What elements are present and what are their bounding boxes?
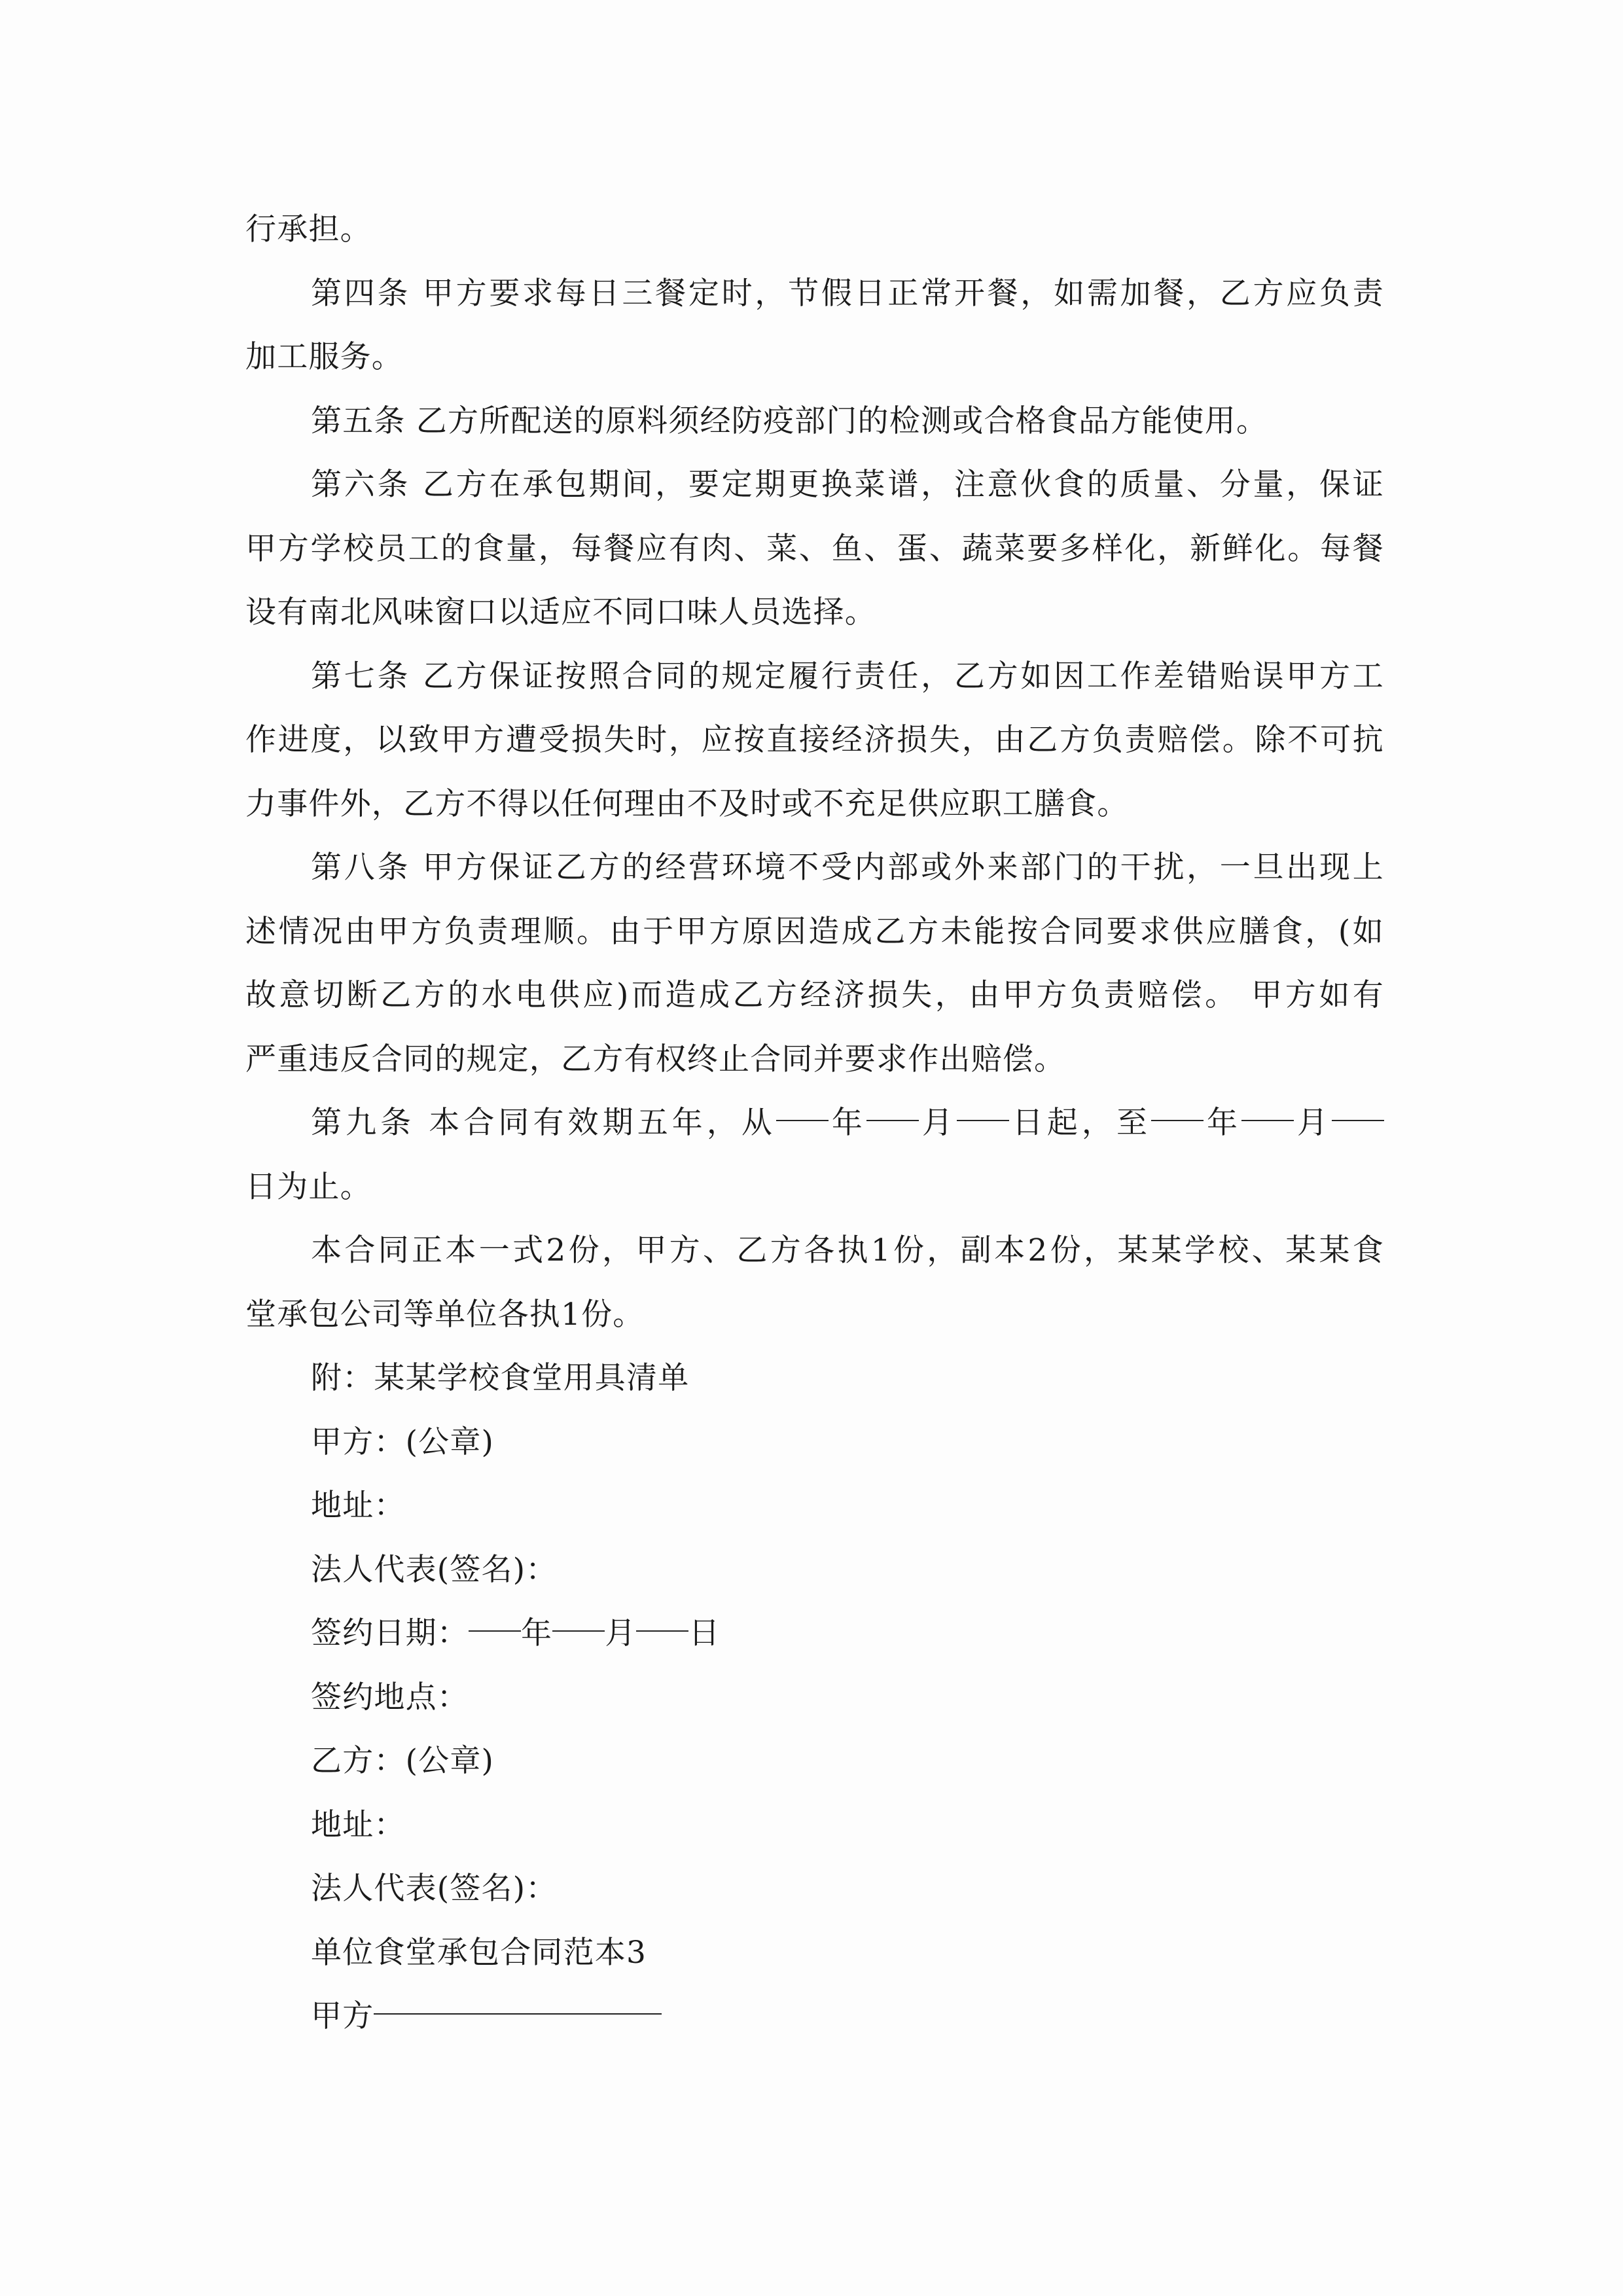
text-line	[245, 1410, 1384, 1475]
text-line	[245, 1155, 1384, 1219]
paragraph	[245, 1410, 1384, 1475]
text-run: 日起，至	[1008, 1105, 1152, 1141]
text-run: 第九条 本合同有效期五年，从	[311, 1105, 776, 1141]
text-run: 作进度，以致甲方遭受损失时，应按直接经济损失，由乙方负责赔偿。除不可抗	[245, 722, 1384, 758]
text-line	[245, 1666, 1384, 1730]
text-run: 年	[1204, 1105, 1242, 1141]
text-run: 年	[521, 1615, 553, 1651]
text-run: 地址：	[311, 1488, 406, 1524]
paragraph	[245, 1538, 1384, 1602]
text-line	[245, 1729, 1384, 1793]
text-line	[245, 772, 1384, 836]
text-run: 法人代表(签名)：	[311, 1551, 558, 1588]
paragraph	[245, 1793, 1384, 1857]
text-line	[245, 1984, 1384, 2049]
text-run: 行承担。	[245, 211, 372, 247]
text-line	[245, 1921, 1384, 1985]
text-run: 力事件外，乙方不得以任何理由不及时或不充足供应职工膳食。	[245, 785, 1129, 822]
text-run: 本合同正本一式2份，甲方、乙方各执1份，副本2份，某某学校、某某食	[311, 1232, 1384, 1268]
blank-line	[552, 1604, 605, 1632]
text-run: 加工服务。	[245, 339, 403, 375]
text-line	[245, 1538, 1384, 1602]
text-line	[245, 1283, 1384, 1347]
paragraph	[245, 453, 1384, 645]
text-line	[245, 1857, 1384, 1921]
text-line	[245, 1028, 1384, 1092]
text-run: 法人代表(签名)：	[311, 1871, 558, 1907]
text-line	[245, 1091, 1384, 1155]
text-line	[245, 900, 1384, 964]
text-run: 第六条 乙方在承包期间，要定期更换菜谱，注意伙食的质量、分量，保证	[311, 467, 1384, 503]
text-run: 故意切断乙方的水电供应)而造成乙方经济损失，由甲方负责赔偿。 甲方如有	[245, 977, 1384, 1013]
blank-line	[1332, 1094, 1384, 1121]
paragraph	[245, 1219, 1384, 1346]
text-line	[245, 1474, 1384, 1538]
text-run: 日	[688, 1615, 721, 1651]
text-run: 严重违反合同的规定，乙方有权终止合同并要求作出赔偿。	[245, 1041, 1066, 1077]
paragraph	[245, 1091, 1384, 1219]
text-run: 签约地点：	[311, 1679, 469, 1715]
text-line	[245, 708, 1384, 772]
text-run: 堂承包公司等单位各执1份。	[245, 1296, 645, 1333]
text-run: 签约日期：	[311, 1615, 469, 1651]
blank-line	[636, 1604, 688, 1632]
text-run: 第七条 乙方保证按照合同的规定履行责任，乙方如因工作差错贻误甲方工	[311, 658, 1384, 694]
text-run: 第四条 甲方要求每日三餐定时，节假日正常开餐，如需加餐，乙方应负责	[311, 275, 1384, 312]
text-line	[245, 262, 1384, 326]
paragraph	[245, 198, 1384, 262]
paragraph	[245, 1666, 1384, 1730]
text-run: 日为止。	[245, 1168, 372, 1205]
text-run: 甲方	[311, 1998, 374, 2034]
paragraph	[245, 1602, 1384, 1666]
text-line	[245, 325, 1384, 389]
paragraph	[245, 836, 1384, 1091]
paragraph	[245, 1474, 1384, 1538]
text-run: 述情况由甲方负责理顺。由于甲方原因造成乙方未能按合同要求供应膳食，(如	[245, 913, 1384, 950]
blank-line	[469, 1604, 521, 1632]
text-line	[245, 1602, 1384, 1666]
text-run: 月	[1294, 1105, 1332, 1141]
blank-line	[1241, 1094, 1294, 1121]
blank-line	[1151, 1094, 1204, 1121]
text-run: 甲方：(公章)	[311, 1424, 495, 1460]
text-line	[245, 198, 1384, 262]
text-line	[245, 453, 1384, 517]
blank-line	[776, 1094, 829, 1121]
text-line	[245, 581, 1384, 645]
paragraph	[245, 389, 1384, 454]
blank-line	[374, 1987, 662, 2015]
text-line	[245, 1793, 1384, 1857]
text-run: 设有南北风味窗口以适应不同口味人员选择。	[245, 594, 876, 630]
text-line	[245, 963, 1384, 1028]
text-line	[245, 389, 1384, 454]
text-run: 第八条 甲方保证乙方的经营环境不受内部或外来部门的干扰，一旦出现上	[311, 850, 1384, 886]
text-line	[245, 517, 1384, 581]
text-run: 地址：	[311, 1806, 406, 1843]
blank-line	[957, 1094, 1009, 1121]
blank-line	[866, 1094, 919, 1121]
paragraph	[245, 645, 1384, 836]
paragraph	[245, 1729, 1384, 1793]
paragraph	[245, 1921, 1384, 1985]
text-run: 甲方学校员工的食量，每餐应有肉、菜、鱼、蛋、蔬菜要多样化，新鲜化。每餐	[245, 530, 1384, 567]
text-run: 月	[605, 1615, 637, 1651]
text-run: 月	[918, 1105, 957, 1141]
text-line	[245, 836, 1384, 900]
text-run: 第五条 乙方所配送的原料须经防疫部门的检测或合格食品方能使用。	[311, 403, 1268, 439]
text-run: 单位食堂承包合同范本3	[311, 1934, 647, 1971]
text-line	[245, 645, 1384, 709]
text-run: 附：某某学校食堂用具清单	[311, 1360, 690, 1396]
paragraph	[245, 1857, 1384, 1921]
paragraph	[245, 262, 1384, 389]
text-run: 年	[829, 1105, 866, 1141]
paragraph	[245, 1346, 1384, 1410]
paragraph	[245, 1984, 1384, 2049]
contract-body	[245, 198, 1384, 2049]
text-line	[245, 1346, 1384, 1410]
text-line	[245, 1219, 1384, 1283]
text-run: 乙方：(公章)	[311, 1743, 495, 1779]
